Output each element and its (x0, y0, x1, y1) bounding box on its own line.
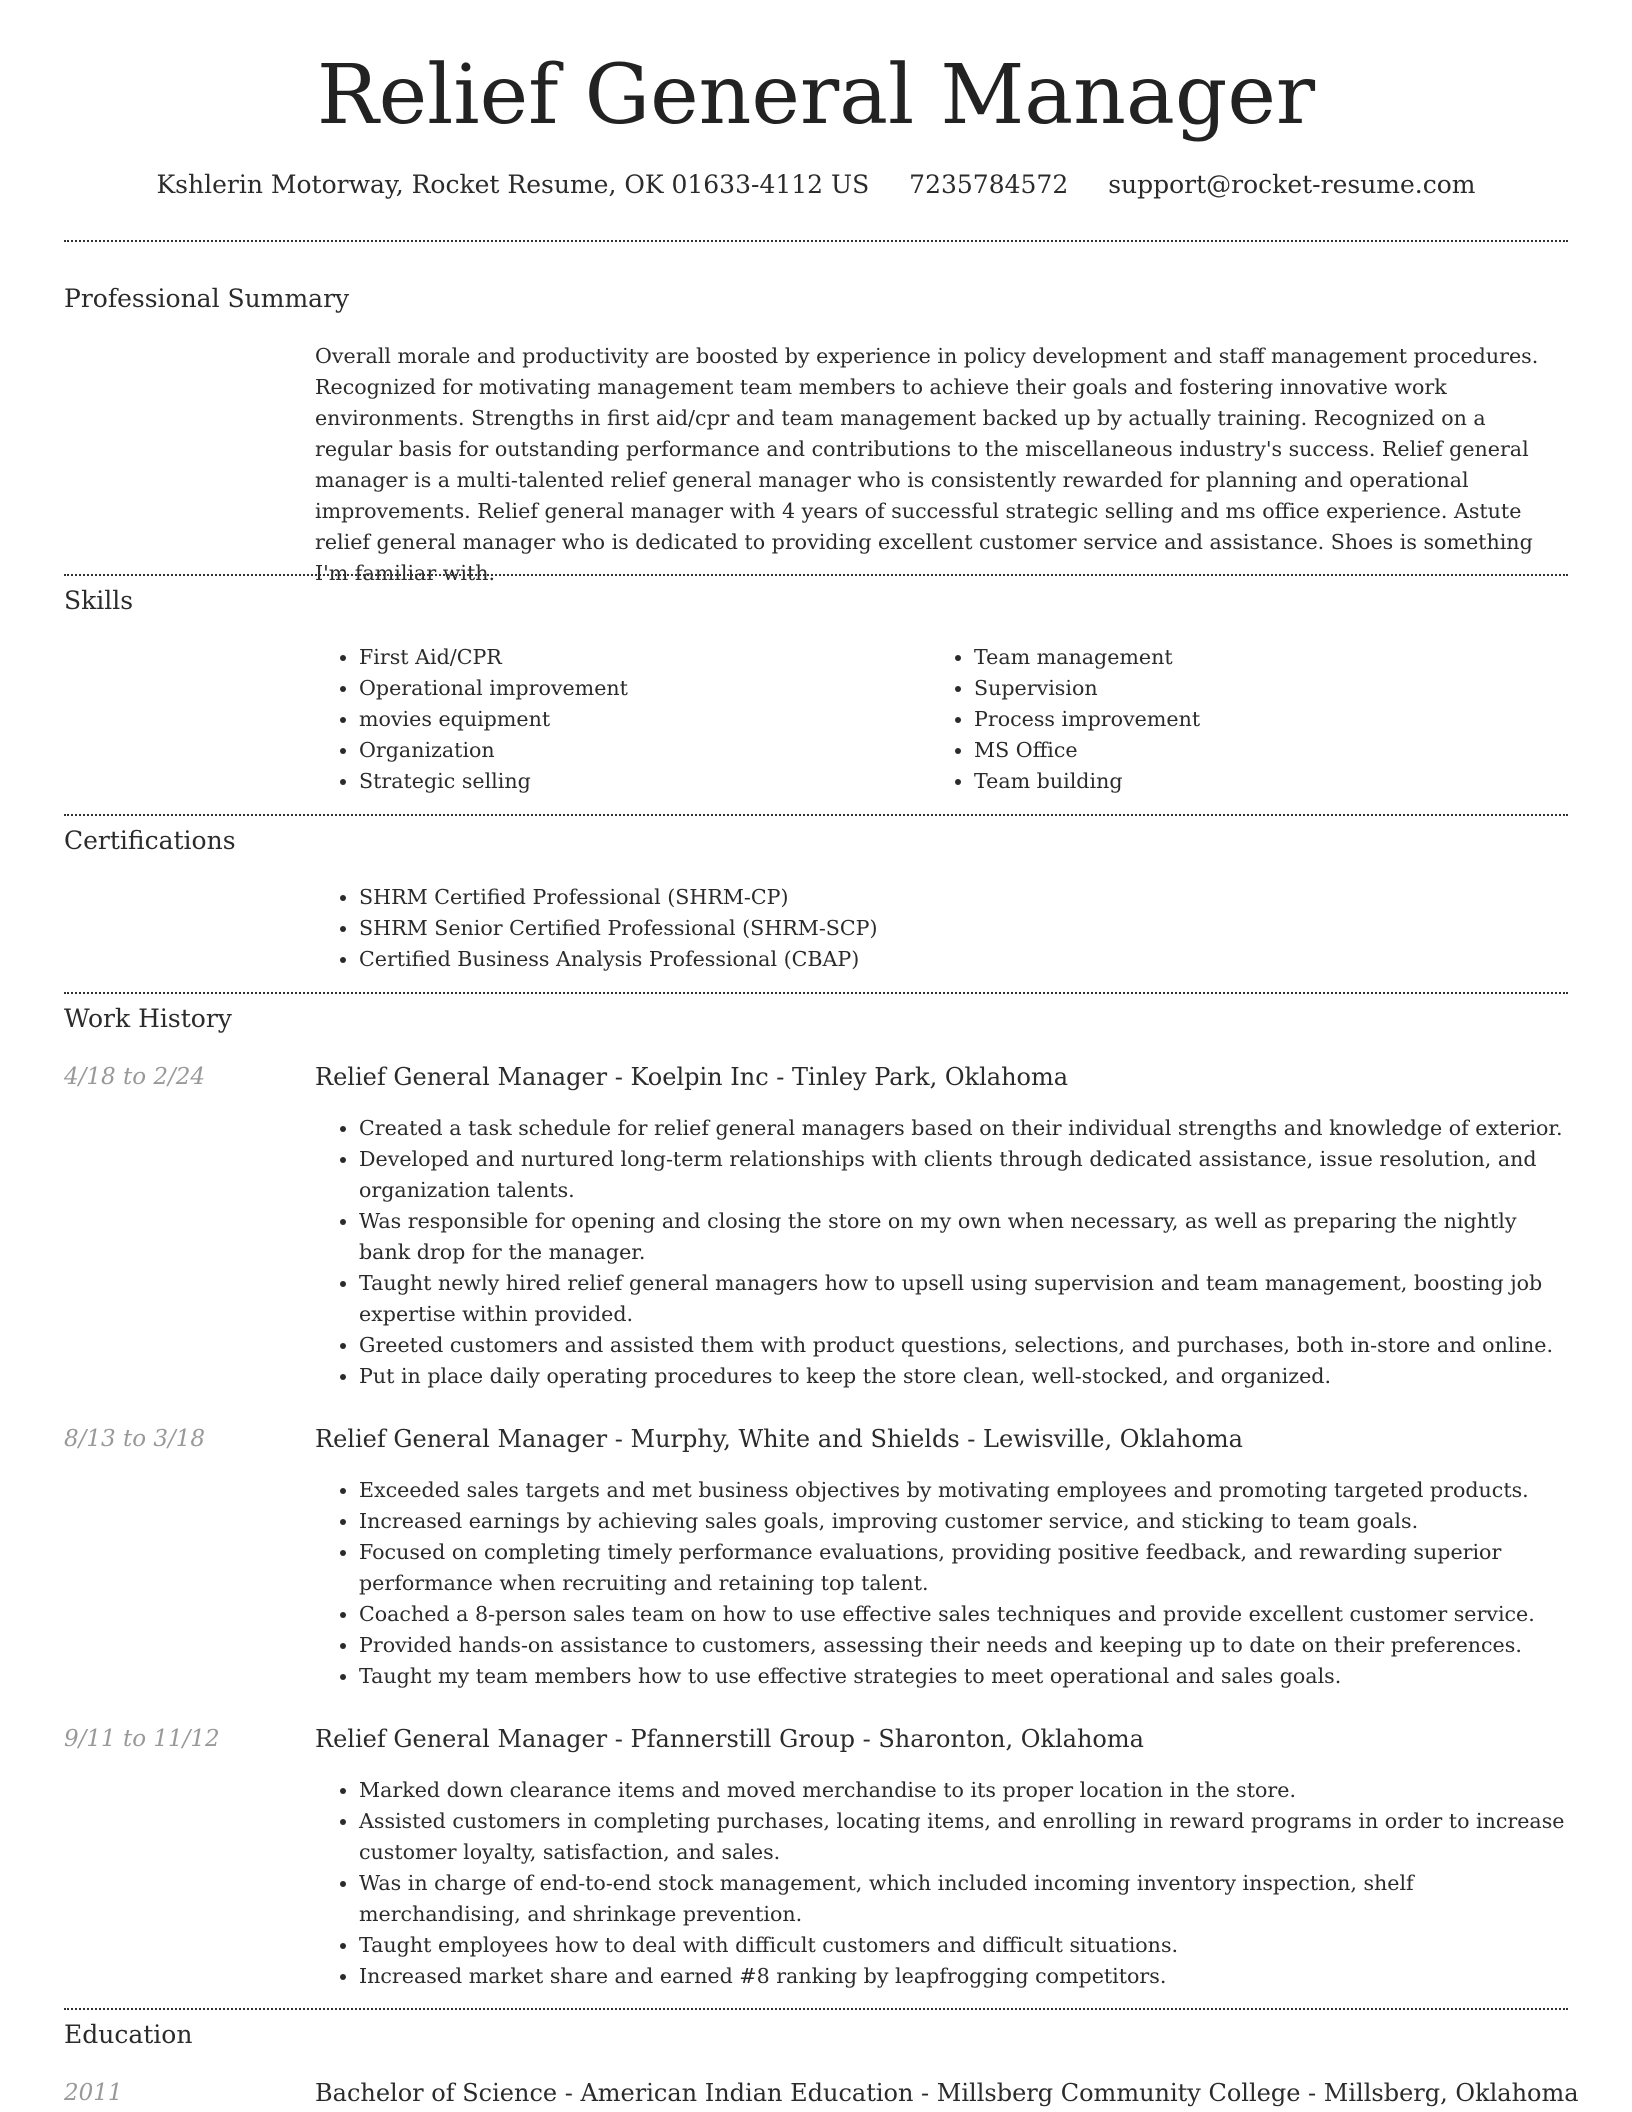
skills-right-column (930, 642, 1200, 797)
job-bullet: • Increased earnings by achieving sales goals, improving customer service, and sticking to team goals. (359, 1506, 1569, 1537)
skill-item: • Team building (974, 766, 1200, 797)
section-title-education: Education (64, 2020, 193, 2049)
education-year: 2011 (64, 2080, 123, 2106)
skill-item: • First Aid/CPR (359, 642, 628, 673)
summary-text: Overall morale and productivity are boosted by experience in policy development and staff management procedures. Recognized for motivating management team members to achieve their goals and fostering innovative work environments. Strengths in first aid/cpr and team management backed up by actually training. Recognized on a regular basis for outstanding performance and contributions to the miscellaneous industry's success. Relief general manager is a multi-talented relief general manager who is consistently rewarded for planning and operational improvements. Relief general manager with 4 years of successful strategic selling and ms office experience. Astute relief general manager who is dedicated to providing excellent customer service and assistance. Shoes is something I'm familiar with. (315, 344, 1539, 585)
job-bullets (315, 1475, 1569, 1692)
skill-item: • Operational improvement (359, 673, 628, 704)
job-bullet: • Marked down clearance items and moved merchandise to its proper location in the store. (359, 1775, 1569, 1806)
skill-item: • Supervision (974, 673, 1200, 704)
certifications-list (315, 882, 878, 975)
contact-email: support@rocket-resume.com (1108, 170, 1476, 199)
certification-item: • SHRM Senior Certified Professional (SHRM-SCP) (359, 913, 878, 944)
education-heading: Bachelor of Science - American Indian Education - Millsberg Community College - Millsberg, Oklahoma (315, 2079, 1579, 2107)
certification-item: • Certified Business Analysis Professional (CBAP) (359, 944, 878, 975)
job-dates: 8/13 to 3/18 (64, 1426, 206, 1452)
job-bullet: • Exceeded sales targets and met business objectives by motivating employees and promoting targeted products. (359, 1475, 1569, 1506)
job-bullet: • Provided hands-on assistance to customers, assessing their needs and keeping up to date on their preferences. (359, 1630, 1569, 1661)
divider (64, 240, 1568, 242)
job-bullets (315, 1775, 1569, 1992)
skill-item: • MS Office (974, 735, 1200, 766)
section-title-summary: Professional Summary (64, 284, 350, 313)
job-bullet: • Created a task schedule for relief general managers based on their individual strengths and knowledge of exterior. (359, 1113, 1569, 1144)
job-bullet: • Developed and nurtured long-term relationships with clients through dedicated assistance, issue resolution, and organization talents. (359, 1144, 1569, 1206)
job-heading: Relief General Manager - Murphy, White and Shields - Lewisville, Oklahoma (315, 1425, 1243, 1453)
job-bullet: • Was in charge of end-to-end stock management, which included incoming inventory inspection, shelf merchandising, and shrinkage prevention. (359, 1868, 1569, 1930)
job-bullet: • Was responsible for opening and closing the store on my own when necessary, as well as preparing the nightly bank drop for the manager. (359, 1206, 1569, 1268)
divider (64, 814, 1568, 816)
skill-item: • Process improvement (974, 704, 1200, 735)
job-bullet: • Taught newly hired relief general managers how to upsell using supervision and team management, boosting job expertise within provided. (359, 1268, 1569, 1330)
job-bullet: • Put in place daily operating procedures to keep the store clean, well-stocked, and organized. (359, 1361, 1569, 1392)
skill-item: • Organization (359, 735, 628, 766)
skill-item: • Strategic selling (359, 766, 628, 797)
job-bullet: • Coached a 8-person sales team on how to use effective sales techniques and provide excellent customer service. (359, 1599, 1569, 1630)
contact-line (0, 170, 1632, 199)
job-bullet: • Taught employees how to deal with difficult customers and difficult situations. (359, 1930, 1569, 1961)
job-dates: 9/11 to 11/12 (64, 1726, 220, 1752)
skill-item: • Team management (974, 642, 1200, 673)
skill-item: • movies equipment (359, 704, 628, 735)
divider (64, 2008, 1568, 2010)
section-title-work-history: Work History (64, 1004, 232, 1033)
job-dates: 4/18 to 2/24 (64, 1064, 206, 1090)
certification-item: • SHRM Certified Professional (SHRM-CP) (359, 882, 878, 913)
contact-address: Kshlerin Motorway, Rocket Resume, OK 01633-4112 US (156, 170, 870, 199)
job-bullet: • Focused on completing timely performance evaluations, providing positive feedback, and rewarding superior performance when recruiting and retaining top talent. (359, 1537, 1569, 1599)
job-bullet: • Increased market share and earned #8 ranking by leapfrogging competitors. (359, 1961, 1569, 1992)
section-title-skills: Skills (64, 586, 134, 615)
skills-left-column (315, 642, 628, 797)
job-heading: Relief General Manager - Koelpin Inc - Tinley Park, Oklahoma (315, 1063, 1069, 1091)
job-bullets (315, 1113, 1569, 1392)
contact-phone: 7235784572 (909, 170, 1069, 199)
job-heading: Relief General Manager - Pfannerstill Group - Sharonton, Oklahoma (315, 1725, 1144, 1753)
divider (64, 574, 1568, 576)
section-title-certifications: Certifications (64, 826, 236, 855)
job-bullet: • Greeted customers and assisted them with product questions, selections, and purchases, both in-store and online. (359, 1330, 1569, 1361)
job-bullet: • Assisted customers in completing purchases, locating items, and enrolling in reward programs in order to increase customer loyalty, satisfaction, and sales. (359, 1806, 1569, 1868)
job-bullet: • Taught my team members how to use effective strategies to meet operational and sales goals. (359, 1661, 1569, 1692)
divider (64, 992, 1568, 994)
candidate-name: Relief General Manager (316, 48, 1316, 143)
